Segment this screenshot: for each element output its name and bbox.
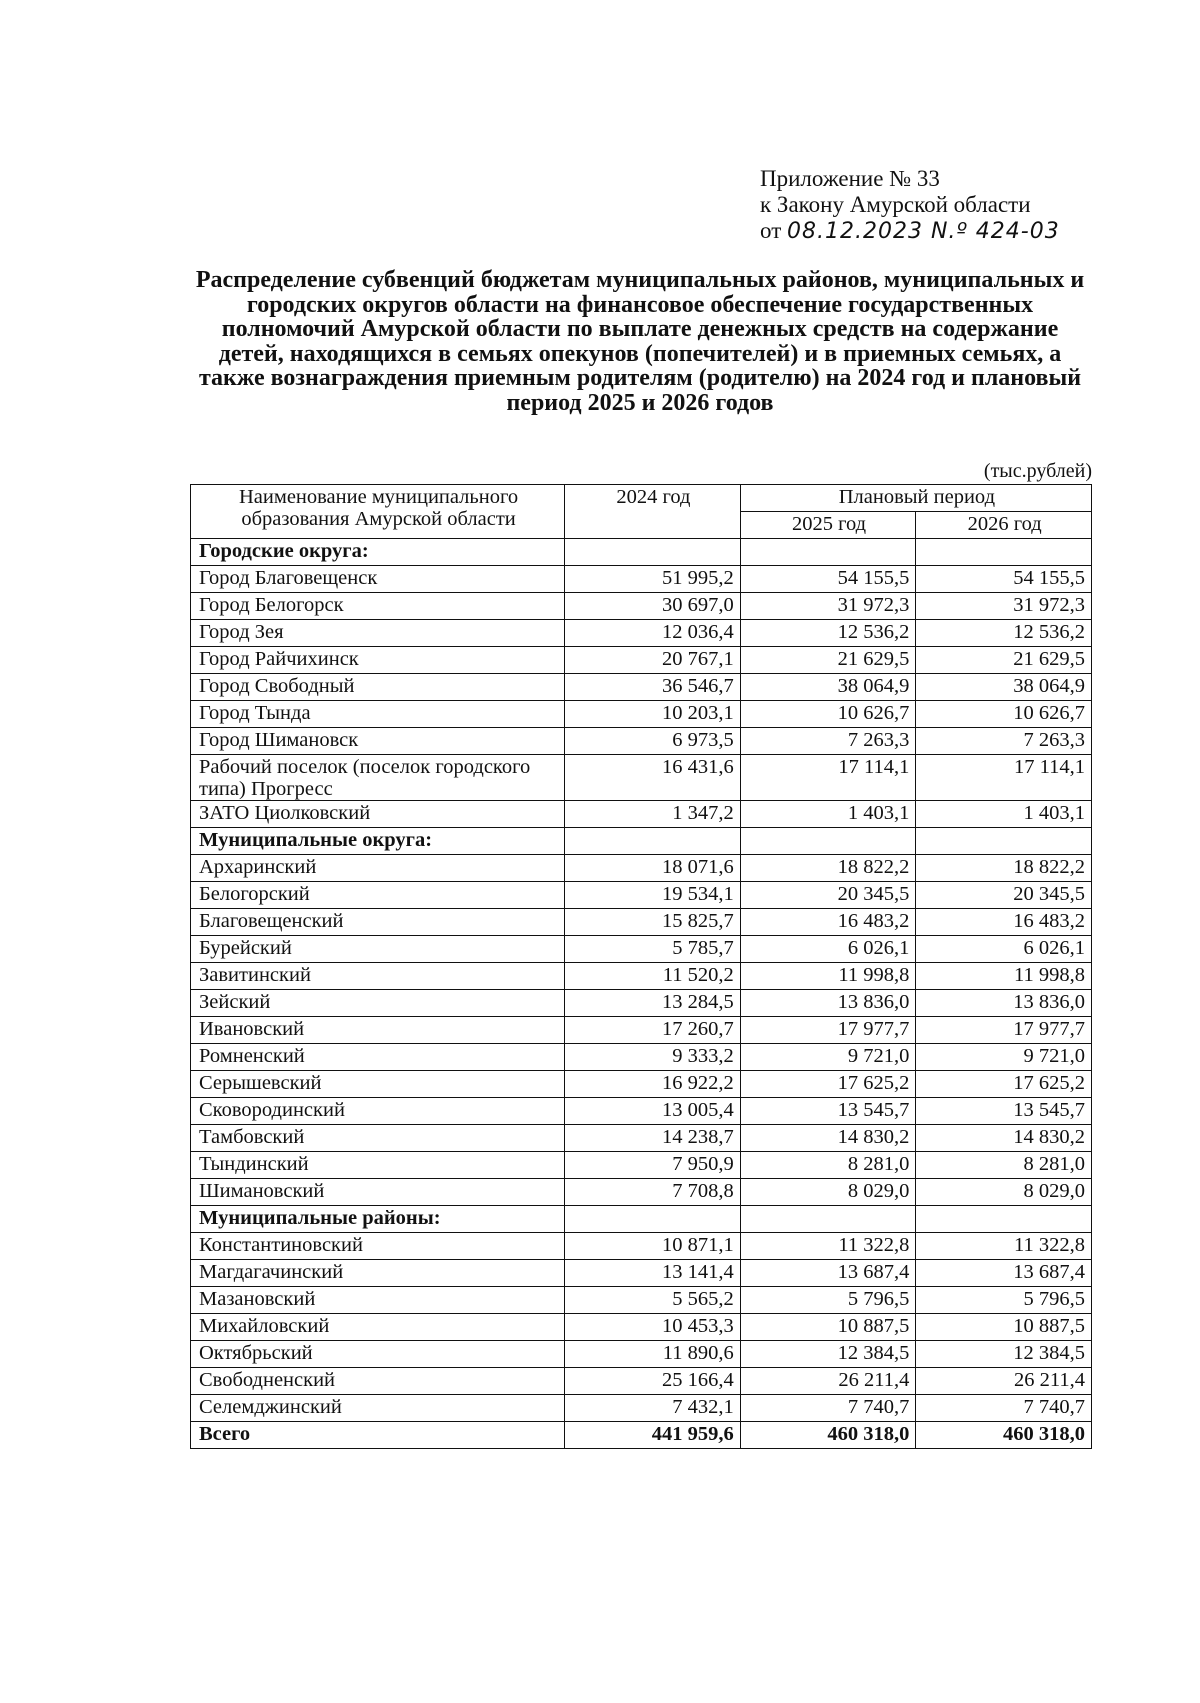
municipality-name: Ромненский xyxy=(191,1044,565,1071)
value-2024: 5 785,7 xyxy=(565,936,741,963)
municipality-name: Константиновский xyxy=(191,1233,565,1260)
value-2024: 16 922,2 xyxy=(565,1071,741,1098)
municipality-name: Магдагачинский xyxy=(191,1260,565,1287)
value-2025: 16 483,2 xyxy=(740,909,916,936)
municipality-name: Селемджинский xyxy=(191,1395,565,1422)
municipality-name: Сковородинский xyxy=(191,1098,565,1125)
value-2024: 10 453,3 xyxy=(565,1314,741,1341)
value-2025: 38 064,9 xyxy=(740,674,916,701)
value-2026: 6 026,1 xyxy=(916,936,1092,963)
value-2026: 21 629,5 xyxy=(916,647,1092,674)
value-2024: 10 871,1 xyxy=(565,1233,741,1260)
value-2025: 17 625,2 xyxy=(740,1071,916,1098)
section-title: Муниципальные округа: xyxy=(191,828,565,855)
value-2024: 5 565,2 xyxy=(565,1287,741,1314)
value-2024: 6 973,5 xyxy=(565,728,741,755)
value-2025: 8 029,0 xyxy=(740,1179,916,1206)
municipality-name: Ивановский xyxy=(191,1017,565,1044)
value-2024: 10 203,1 xyxy=(565,701,741,728)
value-2024: 7 708,8 xyxy=(565,1179,741,1206)
table-row xyxy=(191,1179,1092,1206)
column-header-name: Наименование муниципального образования Амурской области xyxy=(191,485,565,539)
value-2026: 26 211,4 xyxy=(916,1368,1092,1395)
value-2026: 9 721,0 xyxy=(916,1044,1092,1071)
municipality-name: Город Благовещенск xyxy=(191,566,565,593)
section-row xyxy=(191,539,1092,566)
handwritten-date-number: 08.12.2023 N.º 424-03 xyxy=(787,219,1060,244)
table-row xyxy=(191,855,1092,882)
value-2026: 13 687,4 xyxy=(916,1260,1092,1287)
value-2026: 17 977,7 xyxy=(916,1017,1092,1044)
section-title: Муниципальные районы: xyxy=(191,1206,565,1233)
table-row xyxy=(191,755,1092,801)
value-2026: 17 625,2 xyxy=(916,1071,1092,1098)
value-2025: 10 887,5 xyxy=(740,1314,916,1341)
value-2024: 30 697,0 xyxy=(565,593,741,620)
table-row xyxy=(191,1152,1092,1179)
table-row xyxy=(191,1233,1092,1260)
unit-label: (тыс.рублей) xyxy=(983,460,1092,482)
value-2025: 11 322,8 xyxy=(740,1233,916,1260)
table-row xyxy=(191,909,1092,936)
table-row xyxy=(191,990,1092,1017)
table-row xyxy=(191,801,1092,828)
empty-cell xyxy=(916,539,1092,566)
value-2026: 11 998,8 xyxy=(916,963,1092,990)
value-2024: 7 432,1 xyxy=(565,1395,741,1422)
table-row xyxy=(191,936,1092,963)
value-2024: 16 431,6 xyxy=(565,755,741,801)
empty-cell xyxy=(916,828,1092,855)
municipality-name: Бурейский xyxy=(191,936,565,963)
subvention-table xyxy=(190,484,1092,1449)
value-2024: 25 166,4 xyxy=(565,1368,741,1395)
table-row xyxy=(191,566,1092,593)
table-header-row xyxy=(191,485,1092,512)
municipality-name: Благовещенский xyxy=(191,909,565,936)
appendix-number: Приложение № 33 xyxy=(760,166,940,191)
table-row xyxy=(191,620,1092,647)
empty-cell xyxy=(740,1206,916,1233)
municipality-name: Зейский xyxy=(191,990,565,1017)
value-2024: 36 546,7 xyxy=(565,674,741,701)
document-title: Распределение субвенций бюджетам муниципальных районов, муниципальных и городских округов области на финансовое обеспечение государственных полномочий Амурской области по выплате денежных средств на содержание детей, находящихся в семьях опекунов (попечителей) и в приемных семьях, а также вознаграждения приемным родителям (родителю) на 2024 год и плановый период 2025 и 2026 годов xyxy=(195,267,1085,416)
municipality-name: Свободненский xyxy=(191,1368,565,1395)
table-body xyxy=(191,485,1092,1449)
value-2025: 21 629,5 xyxy=(740,647,916,674)
municipality-name: Тындинский xyxy=(191,1152,565,1179)
value-2026: 13 545,7 xyxy=(916,1098,1092,1125)
table-row xyxy=(191,728,1092,755)
municipality-name: Белогорский xyxy=(191,882,565,909)
table-row xyxy=(191,1260,1092,1287)
value-2025: 1 403,1 xyxy=(740,801,916,828)
total-2024: 441 959,6 xyxy=(565,1422,741,1449)
section-row xyxy=(191,828,1092,855)
value-2026: 7 263,3 xyxy=(916,728,1092,755)
table-row xyxy=(191,1287,1092,1314)
table-row xyxy=(191,1044,1092,1071)
value-2025: 14 830,2 xyxy=(740,1125,916,1152)
total-row xyxy=(191,1422,1092,1449)
municipality-name: Мазановский xyxy=(191,1287,565,1314)
section-title: Городские округа: xyxy=(191,539,565,566)
value-2024: 12 036,4 xyxy=(565,620,741,647)
value-2025: 5 796,5 xyxy=(740,1287,916,1314)
value-2024: 11 520,2 xyxy=(565,963,741,990)
value-2024: 17 260,7 xyxy=(565,1017,741,1044)
table-row xyxy=(191,963,1092,990)
municipality-name: Михайловский xyxy=(191,1314,565,1341)
appendix-header xyxy=(760,166,1060,245)
column-header-2024: 2024 год xyxy=(565,485,741,539)
appendix-date-line xyxy=(760,218,1060,245)
value-2025: 10 626,7 xyxy=(740,701,916,728)
column-header-2026: 2026 год xyxy=(916,512,1092,539)
municipality-name: Октябрьский xyxy=(191,1341,565,1368)
value-2024: 1 347,2 xyxy=(565,801,741,828)
value-2024: 19 534,1 xyxy=(565,882,741,909)
section-row xyxy=(191,1206,1092,1233)
value-2025: 11 998,8 xyxy=(740,963,916,990)
value-2026: 1 403,1 xyxy=(916,801,1092,828)
column-header-2025: 2025 год xyxy=(740,512,916,539)
municipality-name: Тамбовский xyxy=(191,1125,565,1152)
value-2025: 9 721,0 xyxy=(740,1044,916,1071)
municipality-name: ЗАТО Циолковский xyxy=(191,801,565,828)
value-2026: 5 796,5 xyxy=(916,1287,1092,1314)
value-2025: 12 384,5 xyxy=(740,1341,916,1368)
appendix-date-prefix: от xyxy=(760,218,782,243)
value-2025: 17 977,7 xyxy=(740,1017,916,1044)
table-row xyxy=(191,1368,1092,1395)
value-2024: 7 950,9 xyxy=(565,1152,741,1179)
municipality-name: Город Райчихинск xyxy=(191,647,565,674)
value-2025: 12 536,2 xyxy=(740,620,916,647)
value-2026: 10 626,7 xyxy=(916,701,1092,728)
value-2025: 8 281,0 xyxy=(740,1152,916,1179)
empty-cell xyxy=(565,828,741,855)
table-row xyxy=(191,882,1092,909)
table-row xyxy=(191,674,1092,701)
value-2026: 31 972,3 xyxy=(916,593,1092,620)
value-2025: 31 972,3 xyxy=(740,593,916,620)
empty-cell xyxy=(565,539,741,566)
value-2025: 7 263,3 xyxy=(740,728,916,755)
value-2024: 51 995,2 xyxy=(565,566,741,593)
total-2025: 460 318,0 xyxy=(740,1422,916,1449)
table-row xyxy=(191,1314,1092,1341)
value-2026: 13 836,0 xyxy=(916,990,1092,1017)
municipality-name: Город Шимановск xyxy=(191,728,565,755)
value-2026: 12 536,2 xyxy=(916,620,1092,647)
municipality-name: Шимановский xyxy=(191,1179,565,1206)
total-2026: 460 318,0 xyxy=(916,1422,1092,1449)
value-2026: 16 483,2 xyxy=(916,909,1092,936)
value-2025: 18 822,2 xyxy=(740,855,916,882)
value-2025: 7 740,7 xyxy=(740,1395,916,1422)
table-row xyxy=(191,1395,1092,1422)
value-2024: 15 825,7 xyxy=(565,909,741,936)
empty-cell xyxy=(740,828,916,855)
value-2026: 11 322,8 xyxy=(916,1233,1092,1260)
value-2024: 13 141,4 xyxy=(565,1260,741,1287)
empty-cell xyxy=(565,1206,741,1233)
value-2026: 54 155,5 xyxy=(916,566,1092,593)
value-2026: 17 114,1 xyxy=(916,755,1092,801)
value-2025: 54 155,5 xyxy=(740,566,916,593)
value-2024: 18 071,6 xyxy=(565,855,741,882)
value-2024: 11 890,6 xyxy=(565,1341,741,1368)
value-2026: 20 345,5 xyxy=(916,882,1092,909)
municipality-name: Город Тында xyxy=(191,701,565,728)
municipality-name: Город Свободный xyxy=(191,674,565,701)
table-row xyxy=(191,593,1092,620)
value-2026: 7 740,7 xyxy=(916,1395,1092,1422)
empty-cell xyxy=(916,1206,1092,1233)
value-2026: 8 281,0 xyxy=(916,1152,1092,1179)
value-2026: 10 887,5 xyxy=(916,1314,1092,1341)
municipality-name: Архаринский xyxy=(191,855,565,882)
municipality-name: Рабочий поселок (поселок городского типа) Прогресс xyxy=(191,755,565,801)
table-row xyxy=(191,647,1092,674)
table-row xyxy=(191,1341,1092,1368)
municipality-name: Город Зея xyxy=(191,620,565,647)
value-2024: 20 767,1 xyxy=(565,647,741,674)
value-2025: 26 211,4 xyxy=(740,1368,916,1395)
column-header-planned-period: Плановый период xyxy=(740,485,1091,512)
table-row xyxy=(191,1098,1092,1125)
empty-cell xyxy=(740,539,916,566)
municipality-name: Завитинский xyxy=(191,963,565,990)
value-2024: 14 238,7 xyxy=(565,1125,741,1152)
value-2025: 17 114,1 xyxy=(740,755,916,801)
value-2026: 14 830,2 xyxy=(916,1125,1092,1152)
value-2025: 13 687,4 xyxy=(740,1260,916,1287)
value-2026: 38 064,9 xyxy=(916,674,1092,701)
table-row xyxy=(191,1017,1092,1044)
appendix-law-reference: к Закону Амурской области xyxy=(760,192,1031,217)
value-2025: 13 836,0 xyxy=(740,990,916,1017)
value-2025: 6 026,1 xyxy=(740,936,916,963)
value-2024: 9 333,2 xyxy=(565,1044,741,1071)
value-2024: 13 284,5 xyxy=(565,990,741,1017)
value-2026: 18 822,2 xyxy=(916,855,1092,882)
municipality-name: Город Белогорск xyxy=(191,593,565,620)
value-2024: 13 005,4 xyxy=(565,1098,741,1125)
value-2026: 12 384,5 xyxy=(916,1341,1092,1368)
table-row xyxy=(191,1071,1092,1098)
value-2025: 13 545,7 xyxy=(740,1098,916,1125)
total-label: Всего xyxy=(191,1422,565,1449)
municipality-name: Серышевский xyxy=(191,1071,565,1098)
table-row xyxy=(191,701,1092,728)
value-2025: 20 345,5 xyxy=(740,882,916,909)
table-row xyxy=(191,1125,1092,1152)
value-2026: 8 029,0 xyxy=(916,1179,1092,1206)
